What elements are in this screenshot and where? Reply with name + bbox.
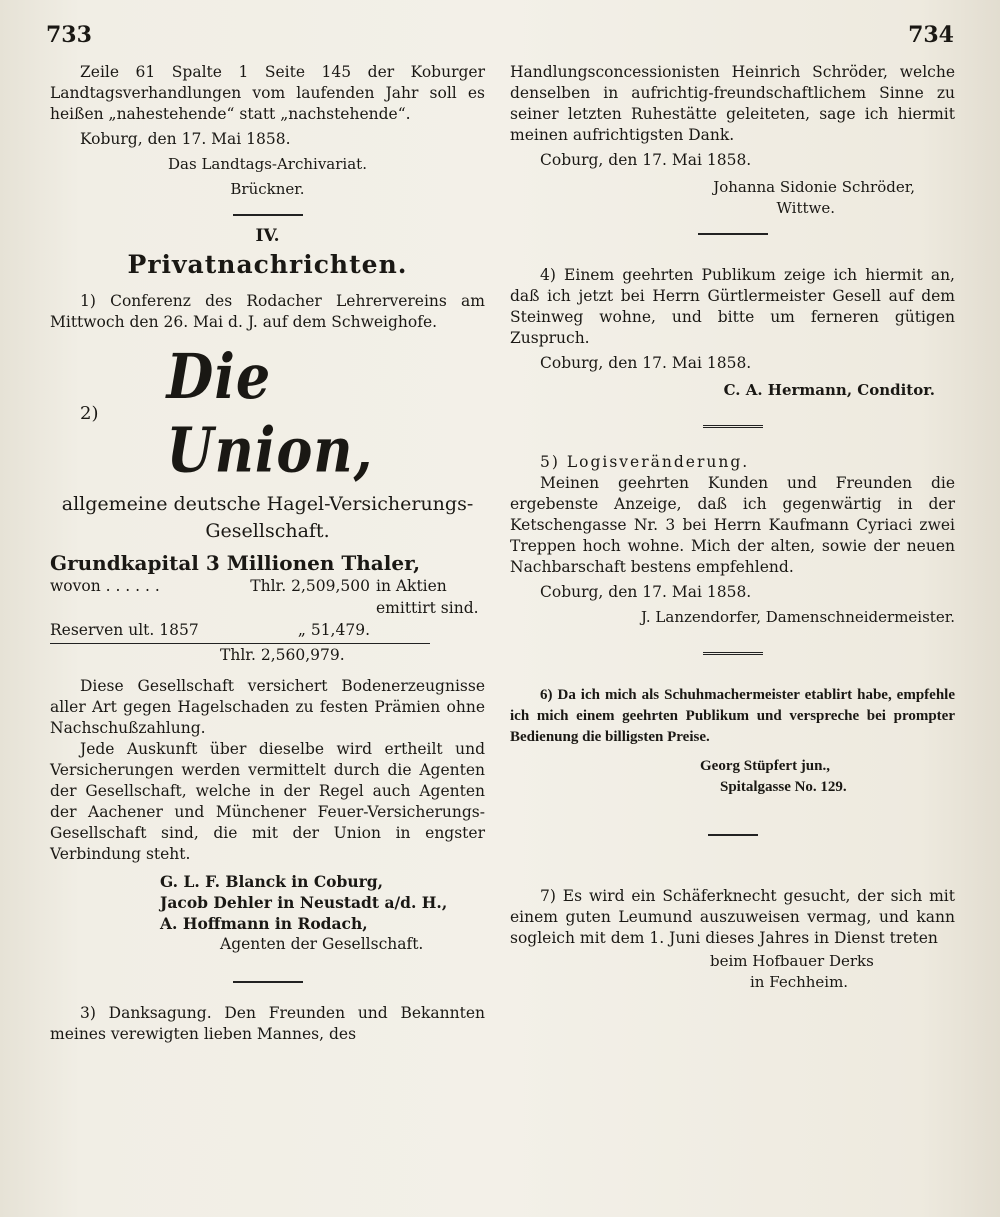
item-2-number: 2) [80, 402, 99, 424]
agent-entry: A. Hoffmann in Rodach, [160, 914, 368, 933]
item-7-signature: beim Hofbauer Derks [710, 952, 874, 970]
item-7-location: in Fechheim. [750, 973, 849, 991]
union-text-1: Diese Gesellschaft versichert Bodenerzeugnisse aller Art gegen Hagelschaden zu festen Prämien ohne Nachschußzahlung. [50, 677, 485, 737]
section-numeral: IV. [255, 226, 280, 246]
capital-row-note: in Aktien emittirt sind. [376, 577, 479, 617]
capital-row-label: wovon . . . . . . [50, 577, 160, 595]
divider [703, 425, 763, 428]
union-header [50, 339, 485, 487]
union-subtitle-1: allgemeine deutsche Hagel-Versicherungs- [61, 493, 474, 515]
agents-label: Agenten der Gesellschaft. [220, 935, 424, 953]
agents-list [50, 871, 485, 955]
item-3-continued: Handlungsconcessionisten Heinrich Schröder, welche denselben in aufrichtig-freundschaftlichem Sinne zu seiner letzten Ruhestätte geleiteten, sage ich hiermit meinen aufrichtigsten Dank. [510, 63, 955, 144]
capital-line: Grundkapital 3 Millionen Thaler, [50, 551, 421, 575]
union-subtitle-2: Gesellschaft. [205, 520, 330, 542]
divider [233, 981, 303, 983]
item-6: 6) Da ich mich als Schuhmachermeister etablirt habe, empfehle ich mich einem geehrten Publikum und verspreche bei prompter Bedienung die billigsten Preise. [510, 687, 955, 745]
left-column [50, 62, 485, 1045]
union-text-2: Jede Auskunft über dieselbe wird ertheilt und Versicherungen werden vermittelt durch die Agenten der Gesellschaft, welche in der Regel auch Agenten der Aachener und Münchener Feuer-Versicherungs-Gesellschaft sind, die mit der Union in engster Verbindung steht. [50, 740, 485, 863]
item-6-address: Spitalgasse No. 129. [720, 779, 847, 795]
capital-total: Thlr. 2,560,979. [50, 643, 430, 666]
correction-notice: Zeile 61 Spalte 1 Seite 145 der Koburger Landtagsverhandlungen vom laufenden Jahr soll es heißen „nahestehende“ statt „nachstehende“. [50, 63, 485, 123]
capital-table [50, 575, 485, 666]
section-title: Privatnachrichten. [127, 250, 408, 279]
correction-date: Koburg, den 17. Mai 1858. [80, 130, 291, 148]
union-title: Die Union, [166, 339, 374, 487]
divider [703, 652, 763, 655]
right-column [510, 62, 955, 993]
item-4: 4) Einem geehrten Publikum zeige ich hiermit an, daß ich jetzt bei Herrn Gürtlermeister Gesell auf dem Steinweg wohne, und bitte um ferneren gütigen Zuspruch. [510, 266, 955, 347]
item-5: Meinen geehrten Kunden und Freunden die ergebenste Anzeige, daß ich gegenwärtig in der Ketschengasse Nr. 3 bei Herrn Kaufmann Cyriaci zwei Treppen hoch wohne. Mich der alten, sowie der neuen Nachbarschaft bestens empfehlend. [510, 474, 955, 576]
item-4-date: Coburg, den 17. Mai 1858. [540, 354, 752, 372]
capital-row [50, 575, 485, 619]
capital-row-value: Thlr. 2,509,500 [250, 577, 370, 595]
page-number-right: 734 [908, 22, 954, 48]
capital-row-label: Reserven ult. 1857 [50, 621, 199, 639]
correction-name: Brückner. [230, 180, 305, 198]
divider [698, 233, 768, 235]
item-4-signature: C. A. Hermann, Conditor. [723, 381, 935, 399]
item-3: 3) Danksagung. Den Freunden und Bekannten meines verewigten lieben Mannes, des [50, 1004, 485, 1043]
item-3-signature: Johanna Sidonie Schröder, [713, 178, 915, 196]
item-3-date: Coburg, den 17. Mai 1858. [540, 151, 752, 169]
page-number-left: 733 [46, 22, 92, 48]
divider [708, 834, 758, 836]
capital-row [50, 619, 485, 641]
correction-office: Das Landtags-Archivariat. [168, 155, 367, 173]
agent-entry: Jacob Dehler in Neustadt a/d. H., [160, 893, 448, 912]
item-5-signature: J. Lanzendorfer, Damenschneidermeister. [641, 608, 955, 626]
item-1: 1) Conferenz des Rodacher Lehrervereins am Mittwoch den 26. Mai d. J. auf dem Schweighofe. [50, 292, 485, 331]
item-5-heading: 5) Logisveränderung. [540, 453, 750, 471]
agent-entry: G. L. F. Blanck in Coburg, [160, 872, 384, 891]
divider [233, 214, 303, 216]
item-3-signature-title: Wittwe. [776, 199, 835, 217]
item-7: 7) Es wird ein Schäferknecht gesucht, der sich mit einem guten Leumund auszuweisen vermag, und kann sogleich mit dem 1. Juni dieses Jahres in Dienst treten [510, 887, 955, 947]
item-6-signature: Georg Stüpfert jun., [700, 758, 830, 774]
item-5-date: Coburg, den 17. Mai 1858. [540, 583, 752, 601]
capital-row-value: „ 51,479. [297, 621, 370, 639]
